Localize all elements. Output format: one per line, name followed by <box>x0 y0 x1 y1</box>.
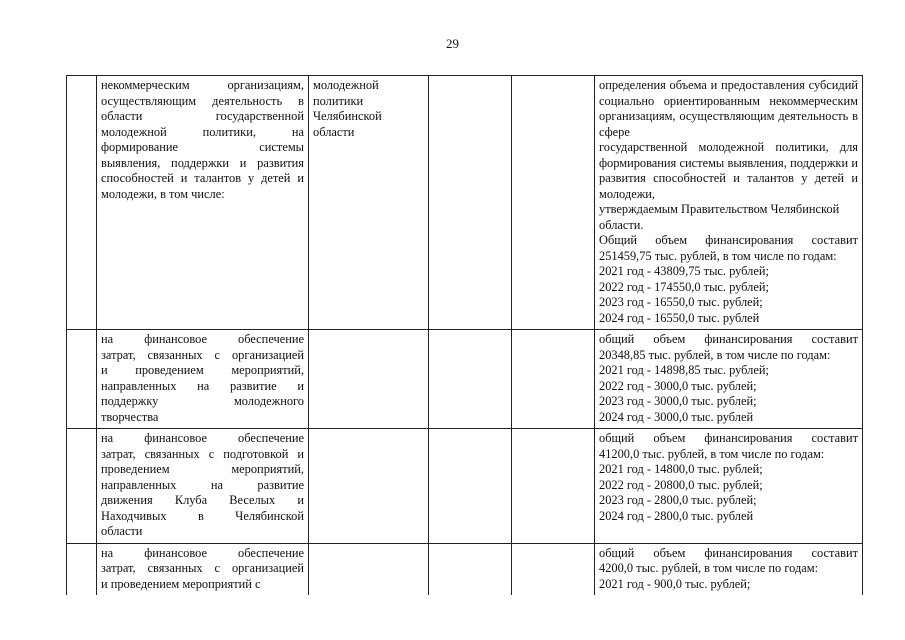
text-line: области <box>313 124 355 139</box>
text-line: молодежной политики, на <box>101 124 304 139</box>
text-line: 2023 год - 3000,0 тыс. рублей; <box>599 394 757 408</box>
text-line: 2022 год - 174550,0 тыс. рублей; <box>599 279 769 294</box>
executor-cell <box>309 429 429 544</box>
activity-name-cell <box>97 543 309 595</box>
text-line: на финансовое обеспечение <box>101 545 304 560</box>
text-line: области <box>101 524 143 538</box>
empty-cell <box>429 543 512 595</box>
text-line: 2023 год - 16550,0 тыс. рублей; <box>599 295 763 309</box>
text-line: затрат, связанных с организацией <box>101 347 304 362</box>
text-line: 2022 год - 3000,0 тыс. рублей; <box>599 378 757 393</box>
text-line: 2024 год - 3000,0 тыс. рублей <box>599 409 754 424</box>
executor-cell <box>309 330 429 429</box>
activity-name-cell <box>97 330 309 429</box>
empty-cell <box>512 76 595 330</box>
text-line: 20348,85 тыс. рублей, в том числе по годам: <box>599 347 831 362</box>
program-table <box>66 75 863 595</box>
text-line: 41200,0 тыс. рублей, в том числе по годам: <box>599 446 825 461</box>
text-line: 2021 год - 14898,85 тыс. рублей; <box>599 363 769 377</box>
text-line: затрат, связанных с подготовкой и <box>101 446 304 461</box>
row-number-cell <box>67 543 97 595</box>
row-number-cell <box>67 76 97 330</box>
text-line: общий объем финансирования составит <box>599 431 858 445</box>
text-line: поддержку молодежного <box>101 394 304 408</box>
text-line: осуществляющим деятельность в <box>101 93 304 108</box>
text-line: определения объема и предоставления субсидий <box>599 78 858 92</box>
text-line: 4200,0 тыс. рублей, в том числе по годам: <box>599 561 819 575</box>
program-table-body <box>67 76 863 596</box>
text-line: некоммерческим организациям, <box>101 78 304 92</box>
text-line: Челябинской <box>313 109 382 123</box>
text-line: направленных на развитие и <box>101 378 304 393</box>
text-line: 251459,75 тыс. рублей, в том числе по годам: <box>599 248 837 263</box>
text-line: общий объем финансирования составит <box>599 332 858 346</box>
activity-name-cell <box>97 76 309 330</box>
executor-cell <box>309 76 429 330</box>
text-line: формирования системы выявления, поддержки и <box>599 155 858 170</box>
text-line: молодежи, в том числе: <box>101 186 225 201</box>
text-line: на финансовое обеспечение <box>101 431 304 445</box>
text-line: выявления, поддержки и развития <box>101 155 304 170</box>
table-row <box>67 76 863 330</box>
text-line: движения Клуба Веселых и <box>101 493 304 507</box>
text-line: и проведением мероприятий, <box>101 363 304 377</box>
executor-cell <box>309 543 429 595</box>
empty-cell <box>512 330 595 429</box>
text-line: государственной молодежной политики, для <box>599 140 858 154</box>
text-line: способностей и талантов у детей и <box>101 171 304 185</box>
description-cell <box>595 76 863 330</box>
table-row <box>67 429 863 544</box>
text-line: общий объем финансирования составит <box>599 545 858 560</box>
text-line: молодежной <box>313 78 379 92</box>
text-line: утверждаемым Правительством Челябинской области. <box>599 202 840 232</box>
empty-cell <box>512 543 595 595</box>
text-line: Находчивых в Челябинской <box>101 508 304 523</box>
text-line: 2022 год - 20800,0 тыс. рублей; <box>599 477 763 492</box>
empty-cell <box>429 76 512 330</box>
text-line: развития способностей и талантов у детей и молодежи, <box>599 171 858 201</box>
text-line: социально ориентированным некоммерческим <box>599 93 858 108</box>
empty-cell <box>512 429 595 544</box>
row-number-cell <box>67 330 97 429</box>
row-number-cell <box>67 429 97 544</box>
description-cell <box>595 330 863 429</box>
text-line: области государственной <box>101 109 304 123</box>
description-cell <box>595 543 863 595</box>
text-line: Общий объем финансирования составит <box>599 233 858 247</box>
text-line: формирование системы <box>101 140 304 154</box>
description-cell <box>595 429 863 544</box>
text-line: организациям, осуществляющим деятельность в сфере <box>599 109 858 139</box>
text-line: направленных на развитие <box>101 477 304 492</box>
text-line: на финансовое обеспечение <box>101 332 304 346</box>
text-line: политики <box>313 93 364 108</box>
table-row <box>67 543 863 595</box>
text-line: 2023 год - 2800,0 тыс. рублей; <box>599 493 757 507</box>
text-line: 2021 год - 900,0 тыс. рублей; <box>599 576 751 591</box>
text-line: проведением мероприятий, <box>101 462 304 476</box>
activity-name-cell <box>97 429 309 544</box>
text-line: и проведением мероприятий с <box>101 576 261 591</box>
text-line: 2021 год - 43809,75 тыс. рублей; <box>599 264 769 278</box>
text-line: затрат, связанных с организацией <box>101 561 304 575</box>
empty-cell <box>429 330 512 429</box>
text-line: 2024 год - 16550,0 тыс. рублей <box>599 310 760 325</box>
text-line: творчества <box>101 409 159 424</box>
text-line: 2021 год - 14800,0 тыс. рублей; <box>599 462 763 476</box>
text-line: 2024 год - 2800,0 тыс. рублей <box>599 508 754 523</box>
empty-cell <box>429 429 512 544</box>
table-row <box>67 330 863 429</box>
page-number: 29 <box>446 36 459 51</box>
